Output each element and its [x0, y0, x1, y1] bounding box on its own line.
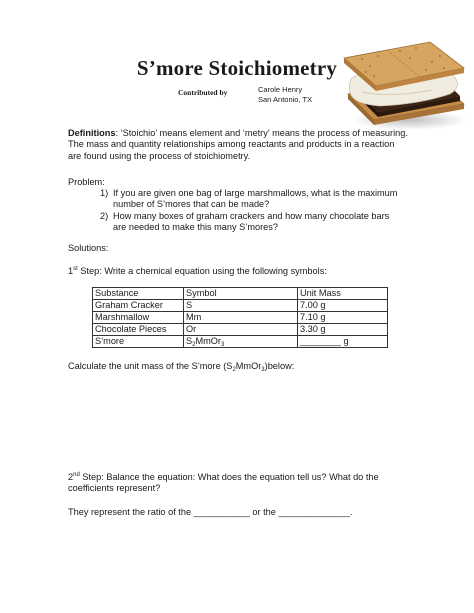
table-cell: Marshmallow — [93, 312, 184, 324]
calc-text: )below: — [264, 361, 295, 371]
smore-mass-blank-cell — [298, 336, 388, 348]
calc-subscript: 3 — [261, 367, 265, 373]
calc-subscript: 2 — [232, 367, 236, 373]
definitions-paragraph — [68, 128, 408, 162]
table-row — [93, 324, 388, 336]
table-cell: 7.00 g — [298, 300, 388, 312]
problem-item-text: How many boxes of graham crackers and how many chocolate bars are needed to make this many S’mores? — [113, 210, 390, 232]
step2-number: 2 — [68, 472, 74, 482]
author-name: Carole Henry — [258, 85, 303, 94]
table-header-cell: Symbol — [184, 288, 298, 300]
solutions-label: Solutions: — [68, 243, 109, 253]
author-block — [258, 85, 312, 105]
problem-list — [100, 188, 400, 233]
formula-subscript: 2 — [192, 342, 196, 349]
calc-text: Calculate the unit mass of the S’more (S — [68, 361, 233, 371]
formula-part: S — [186, 336, 193, 347]
formula-part: MmOr — [195, 336, 221, 347]
table-cell: Chocolate Pieces — [93, 324, 184, 336]
definitions-label: Definitions — [68, 128, 116, 138]
smore-formula-cell — [184, 336, 298, 348]
problem-item-text: If you are given one bag of large marshmallows, what is the maximum number of S’mores that can be made? — [113, 188, 398, 210]
calculate-instruction — [68, 361, 294, 372]
calc-text: MmOr — [235, 361, 262, 371]
table-cell: Mm — [184, 312, 298, 324]
table-cell: Graham Cracker — [93, 300, 184, 312]
mass-blank: ________ — [300, 336, 341, 347]
step1-ordinal: st — [73, 266, 78, 272]
table-header-row — [93, 288, 388, 300]
table-cell: S — [184, 300, 298, 312]
author-location: San Antonio, TX — [258, 95, 313, 104]
table-cell: Or — [184, 324, 298, 336]
step1-instruction — [68, 266, 327, 277]
table-row-smore — [93, 336, 388, 348]
table-header-cell: Unit Mass — [298, 288, 388, 300]
step2-instruction — [68, 472, 418, 495]
table-header-cell: Substance — [93, 288, 184, 300]
table-cell: 7.10 g — [298, 312, 388, 324]
problem-item-number: 2) — [100, 210, 109, 221]
step1-number: 1 — [68, 266, 74, 276]
substance-table — [92, 287, 388, 348]
problem-item-number: 1) — [100, 188, 109, 198]
table-row — [93, 300, 388, 312]
contributed-label: Contributed by — [178, 88, 228, 97]
step2-text: Step: Balance the equation: What does the equation tell us? What do the coefficients represent? — [68, 472, 379, 494]
ratio-sentence: They represent the ratio of the ___________ or the ______________. — [68, 507, 353, 517]
formula-subscript: 3 — [221, 342, 225, 349]
definitions-text: : ‘Stoichio’ means element and ‘metry’ means the process of measuring. The mass and quantity relationships among reactants and products in a reaction are found using the process of stoichiometry. — [68, 128, 408, 161]
table-cell: 3.30 g — [298, 324, 388, 336]
table-cell: S’more — [93, 336, 184, 348]
smores-image — [340, 34, 468, 132]
step2-ordinal: nd — [73, 472, 80, 478]
mass-unit: g — [340, 336, 349, 347]
table-row — [93, 312, 388, 324]
page-title: S’more Stoichiometry — [136, 56, 338, 80]
step1-text: Step: Write a chemical equation using the following symbols: — [77, 266, 327, 276]
problem-item — [100, 188, 400, 211]
problem-label: Problem: — [68, 177, 105, 187]
problem-item — [100, 211, 400, 234]
